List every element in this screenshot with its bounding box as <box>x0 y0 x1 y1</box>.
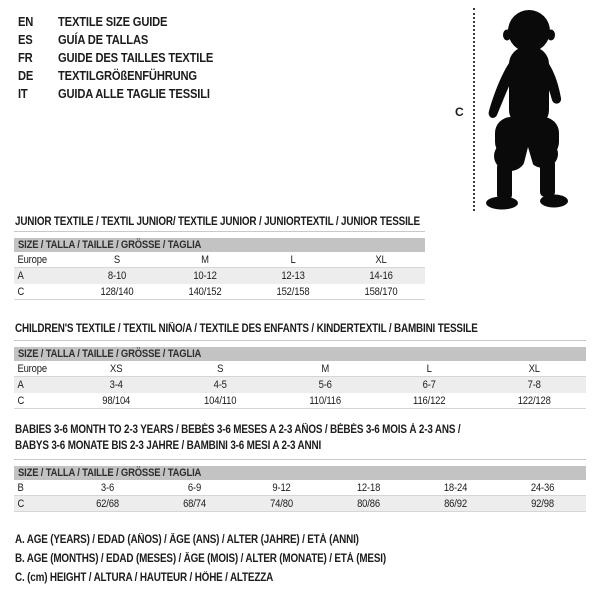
size-table <box>14 231 425 300</box>
cell-value: 92/98 <box>531 498 554 510</box>
cell-value: 110/116 <box>309 395 341 407</box>
cell-value: XL <box>375 254 387 266</box>
cell-value: 12-18 <box>356 482 381 494</box>
language-row <box>18 85 238 103</box>
cell-value: 5-6 <box>318 379 332 391</box>
language-label: TEXTILGRÖßENFÜHRUNG <box>58 68 197 83</box>
cell-value: 104/110 <box>204 395 237 407</box>
row-label: C <box>17 395 25 407</box>
language-list <box>18 13 238 103</box>
cell-value: 6-7 <box>422 379 437 391</box>
size-table <box>14 459 586 512</box>
cell-value: XS <box>110 363 123 375</box>
table-row <box>14 480 586 496</box>
cell-value: 14-16 <box>369 270 393 282</box>
table-row <box>14 393 586 409</box>
cell-value: 12-13 <box>281 270 305 282</box>
cell-value: 8-10 <box>107 270 127 282</box>
cell-value: XL <box>528 363 540 375</box>
cell-value: 128/140 <box>100 286 134 298</box>
table-row <box>14 284 425 300</box>
cell-value: 74/80 <box>270 498 293 510</box>
cell-value: S <box>113 254 121 266</box>
cell-value: S <box>217 363 224 375</box>
row-label: A <box>17 379 24 391</box>
language-label: TEXTILE SIZE GUIDE <box>58 14 168 29</box>
cell-value: 68/74 <box>183 498 206 510</box>
language-code: FR <box>18 50 33 65</box>
row-label: A <box>17 270 24 282</box>
table-body <box>14 252 425 300</box>
cell-value: 3-4 <box>109 379 123 391</box>
language-label: GUIDA ALLE TAGLIE TESSILI <box>58 86 210 101</box>
size-table <box>14 340 586 409</box>
table-body <box>14 480 586 512</box>
cell-value: M <box>321 363 329 375</box>
table-row <box>14 496 586 512</box>
height-label: C <box>455 105 464 119</box>
baby-silhouette <box>482 5 586 211</box>
language-code: EN <box>18 14 34 29</box>
size-header-bar <box>14 466 586 480</box>
cell-value: 6-9 <box>187 482 202 494</box>
table-row <box>14 252 425 268</box>
row-label: Europe <box>17 363 47 375</box>
legend-line <box>15 550 446 569</box>
language-code: ES <box>18 32 33 47</box>
row-label: Europe <box>17 254 47 266</box>
legend-text: C. (cm) HEIGHT / ALTURA / HAUTEUR / HÖHE / ALTEZZA <box>15 572 274 584</box>
legend-text: A. AGE (YEARS) / EDAD (AÑOS) / ÂGE (ANS) / ALTER (JAHRE) / ETÀ (ANNI) <box>15 534 359 546</box>
table-title <box>15 321 553 337</box>
cell-value: 18-24 <box>443 482 468 494</box>
cell-value: L <box>426 363 432 375</box>
table-body <box>14 361 586 409</box>
legend <box>15 531 446 588</box>
cell-value: 86/92 <box>444 498 467 510</box>
legend-line <box>15 569 446 588</box>
cell-value: 24-36 <box>530 482 555 494</box>
height-measure-line <box>473 8 475 211</box>
cell-value: 80/86 <box>357 498 380 510</box>
cell-value: 98/104 <box>102 395 131 407</box>
table-title-line: JUNIOR TEXTILE / TEXTIL JUNIOR/ TEXTILE JUNIOR / JUNIORTEXTIL / JUNIOR TESSILE <box>15 216 420 228</box>
cell-value: 7-8 <box>527 379 541 391</box>
table-title <box>15 422 533 454</box>
cell-value: 152/158 <box>276 286 310 298</box>
cell-value: 158/170 <box>364 286 398 298</box>
row-label: C <box>17 498 25 510</box>
cell-value: 9-12 <box>272 482 291 494</box>
size-header-bar <box>14 347 586 361</box>
row-label: C <box>17 286 25 298</box>
table-row <box>14 377 586 393</box>
size-header-label: SIZE / TALLA / TAILLE / GRÖSSE / TAGLIA <box>18 467 202 479</box>
cell-value: M <box>201 254 209 266</box>
language-code: IT <box>18 86 28 101</box>
language-row <box>18 67 238 85</box>
cell-value: L <box>290 254 296 266</box>
table-title-line: BABYS 3-6 MONATE BIS 2-3 JAHRE / BAMBINI 3-6 MESI A 2-3 ANNI <box>15 440 322 452</box>
language-label: GUÍA DE TALLAS <box>58 32 149 47</box>
cell-value: 4-5 <box>214 379 228 391</box>
table-title-line: CHILDREN'S TEXTILE / TEXTIL NIÑO/A / TEXTILE DES ENFANTS / KINDERTEXTIL / BAMBINI TESSILE <box>15 323 478 335</box>
language-row <box>18 31 238 49</box>
table-title <box>15 214 486 230</box>
cell-value: 62/68 <box>96 498 119 510</box>
table-row <box>14 361 586 377</box>
cell-value: 122/128 <box>517 395 551 407</box>
size-header-bar <box>14 238 425 252</box>
cell-value: 116/122 <box>413 395 446 407</box>
cell-value: 10-12 <box>193 270 217 282</box>
table-title-line: BABIES 3-6 MONTH TO 2-3 YEARS / BEBÉS 3-6 MESES A 2-3 AÑOS / BÉBÉS 3-6 MOIS À 2-3 ANS / <box>15 424 461 436</box>
language-code: DE <box>18 68 34 83</box>
language-row <box>18 49 238 67</box>
size-header-label: SIZE / TALLA / TAILLE / GRÖSSE / TAGLIA <box>18 239 202 251</box>
row-label: B <box>17 482 24 494</box>
legend-line <box>15 531 446 550</box>
table-row <box>14 268 425 284</box>
size-header-label: SIZE / TALLA / TAILLE / GRÖSSE / TAGLIA <box>18 348 202 360</box>
language-label: GUIDE DES TAILLES TEXTILE <box>58 50 214 65</box>
toddler-figure-icon <box>482 5 586 211</box>
legend-text: B. AGE (MONTHS) / EDAD (MESES) / ÂGE (MOIS) / ALTER (MONATE) / ETÀ (MESI) <box>15 553 386 565</box>
cell-value: 140/152 <box>188 286 222 298</box>
cell-value: 3-6 <box>100 482 115 494</box>
language-row <box>18 13 238 31</box>
